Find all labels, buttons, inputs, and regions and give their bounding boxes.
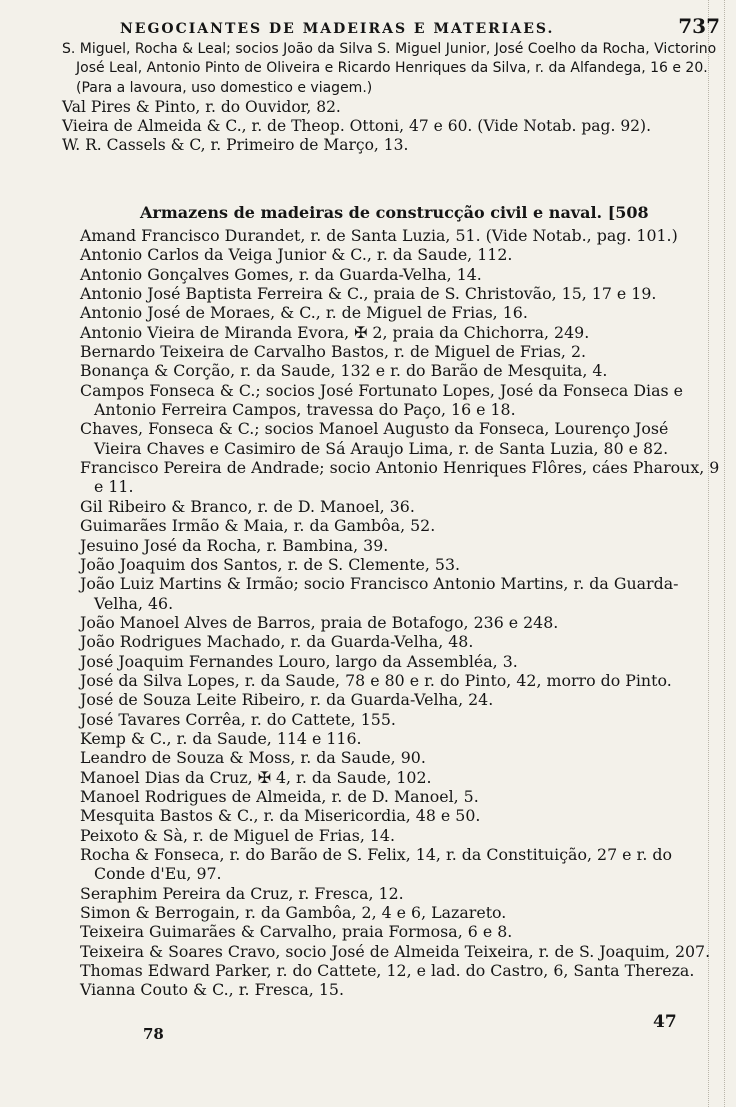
signature-mark-right: 47 [653,1012,677,1032]
list-item: João Joaquim dos Santos, r. de S. Clemente, 53. [80,554,461,574]
list-item: João Manoel Alves de Barros, praia de Botafogo, 236 e 248. [80,612,559,632]
list-item: Simon & Berrogain, r. da Gambôa, 2, 4 e 6, Lazareto. [80,903,507,923]
signature-mark-left: 78 [143,1025,164,1043]
list-item: Antonio Vieira de Miranda Evora, ✠ 2, praia da Chichorra, 249. [80,322,590,342]
list-item: Mesquita Bastos & C., r. da Misericordia, 48 e 50. [80,806,481,826]
continued-entries [62,40,722,156]
list-item: W. R. Cassels & C, r. Primeiro de Março, 13. [62,136,409,155]
list-item: Antonio Carlos da Veiga Junior & C., r. da Saude, 112. [80,245,513,265]
list-item: José da Silva Lopes, r. da Saude, 78 e 80 e r. do Pinto, 42, morro do Pinto. [80,670,672,690]
list-item: Seraphim Pereira da Cruz, r. Fresca, 12. [80,883,404,903]
list-item: Guimarães Irmão & Maia, r. da Gambôa, 52. [80,516,436,536]
list-item: Bernardo Teixeira de Carvalho Bastos, r. de Miguel de Frias, 2. [80,342,587,362]
list-item: José de Souza Leite Ribeiro, r. da Guarda-Velha, 24. [80,690,494,710]
list-item: Antonio José de Moraes, & C., r. de Miguel de Frias, 16. [80,303,528,323]
list-item: Rocha & Fonseca, r. do Barão de S. Felix, 14, r. da Constituição, 27 e r. do Conde d'Eu, 97. [80,845,673,884]
list-item: Gil Ribeiro & Branco, r. de D. Manoel, 36. [80,496,415,516]
section-title: Armazens de madeiras de construcção civil e naval. [508 [140,203,649,222]
list-item: Antonio José Baptista Ferreira & C., praia de S. Christovão, 15, 17 e 19. [80,284,657,304]
list-item: Chaves, Fonseca & C.; socios Manoel Augusto da Fonseca, Lourenço José Vieira Chaves e Casimiro de Sá Araujo Lima, r. de Santa Luzia, 80 e 82. [80,419,669,458]
list-item: João Rodrigues Machado, r. da Guarda-Velha, 48. [80,632,474,652]
fold-line [724,0,725,1107]
list-item: Kemp & C., r. da Saude, 114 e 116. [80,728,362,748]
list-item: Francisco Pereira de Andrade; socio Antonio Henriques Flôres, cáes Pharoux, 9 e 11. [80,458,720,497]
list-item: Campos Fonseca & C.; socios José Fortunato Lopes, José da Fonseca Dias e Antonio Ferreira Campos, travessa do Paço, 16 e 18. [80,380,683,420]
list-item: Manoel Dias da Cruz, ✠ 4, r. da Saude, 102. [80,767,432,787]
merchant-list [80,226,720,1000]
list-item: Val Pires & Pinto, r. do Ouvidor, 82. [62,97,341,116]
list-item: José Joaquim Fernandes Louro, largo da Assembléa, 3. [80,651,518,671]
list-item: Thomas Edward Parker, r. do Cattete, 12, e lad. do Castro, 6, Santa Thereza. [80,961,695,981]
list-item: Teixeira Guimarães & Carvalho, praia Formosa, 6 e 8. [80,922,513,942]
running-title: NEGOCIANTES DE MADEIRAS E MATERIAES. [120,21,555,37]
page-number: 737 [678,14,720,38]
list-item: Vieira de Almeida & C., r. de Theop. Ottoni, 47 e 60. (Vide Notab. pag. 92). [62,117,652,136]
list-item: Jesuino José da Rocha, r. Bambina, 39. [80,535,389,555]
list-item: Bonança & Corção, r. da Saude, 132 e r. do Barão de Mesquita, 4. [80,361,608,381]
list-item: Teixeira & Soares Cravo, socio José de Almeida Teixeira, r. de S. Joaquim, 207. [80,941,711,961]
list-item: Leandro de Souza & Moss, r. da Saude, 90. [80,748,426,768]
list-item: José Tavares Corrêa, r. do Cattete, 155. [80,709,396,729]
list-item: Manoel Rodrigues de Almeida, r. de D. Manoel, 5. [80,786,479,806]
list-item: S. Miguel, Rocha & Leal; socios João da Silva S. Miguel Junior, José Coelho da Rocha, Victorino José Leal, Antonio Pinto de Oliveira e Ricardo Henriques da Silva, r. da Alfandega, 16 e 20. (Para a lavoura, uso domestico e viagem.) [62,41,717,96]
list-item: Peixoto & Sà, r. de Miguel de Frias, 14. [80,825,395,845]
list-item: João Luiz Martins & Irmão; socio Francisco Antonio Martins, r. da Guarda-Velha, 46. [80,574,679,613]
running-header [120,14,720,38]
list-item: Antonio Gonçalves Gomes, r. da Guarda-Velha, 14. [80,264,482,284]
list-item: Amand Francisco Durandet, r. de Santa Luzia, 51. (Vide Notab., pag. 101.) [80,226,678,245]
list-item: Vianna Couto & C., r. Fresca, 15. [80,980,344,1000]
